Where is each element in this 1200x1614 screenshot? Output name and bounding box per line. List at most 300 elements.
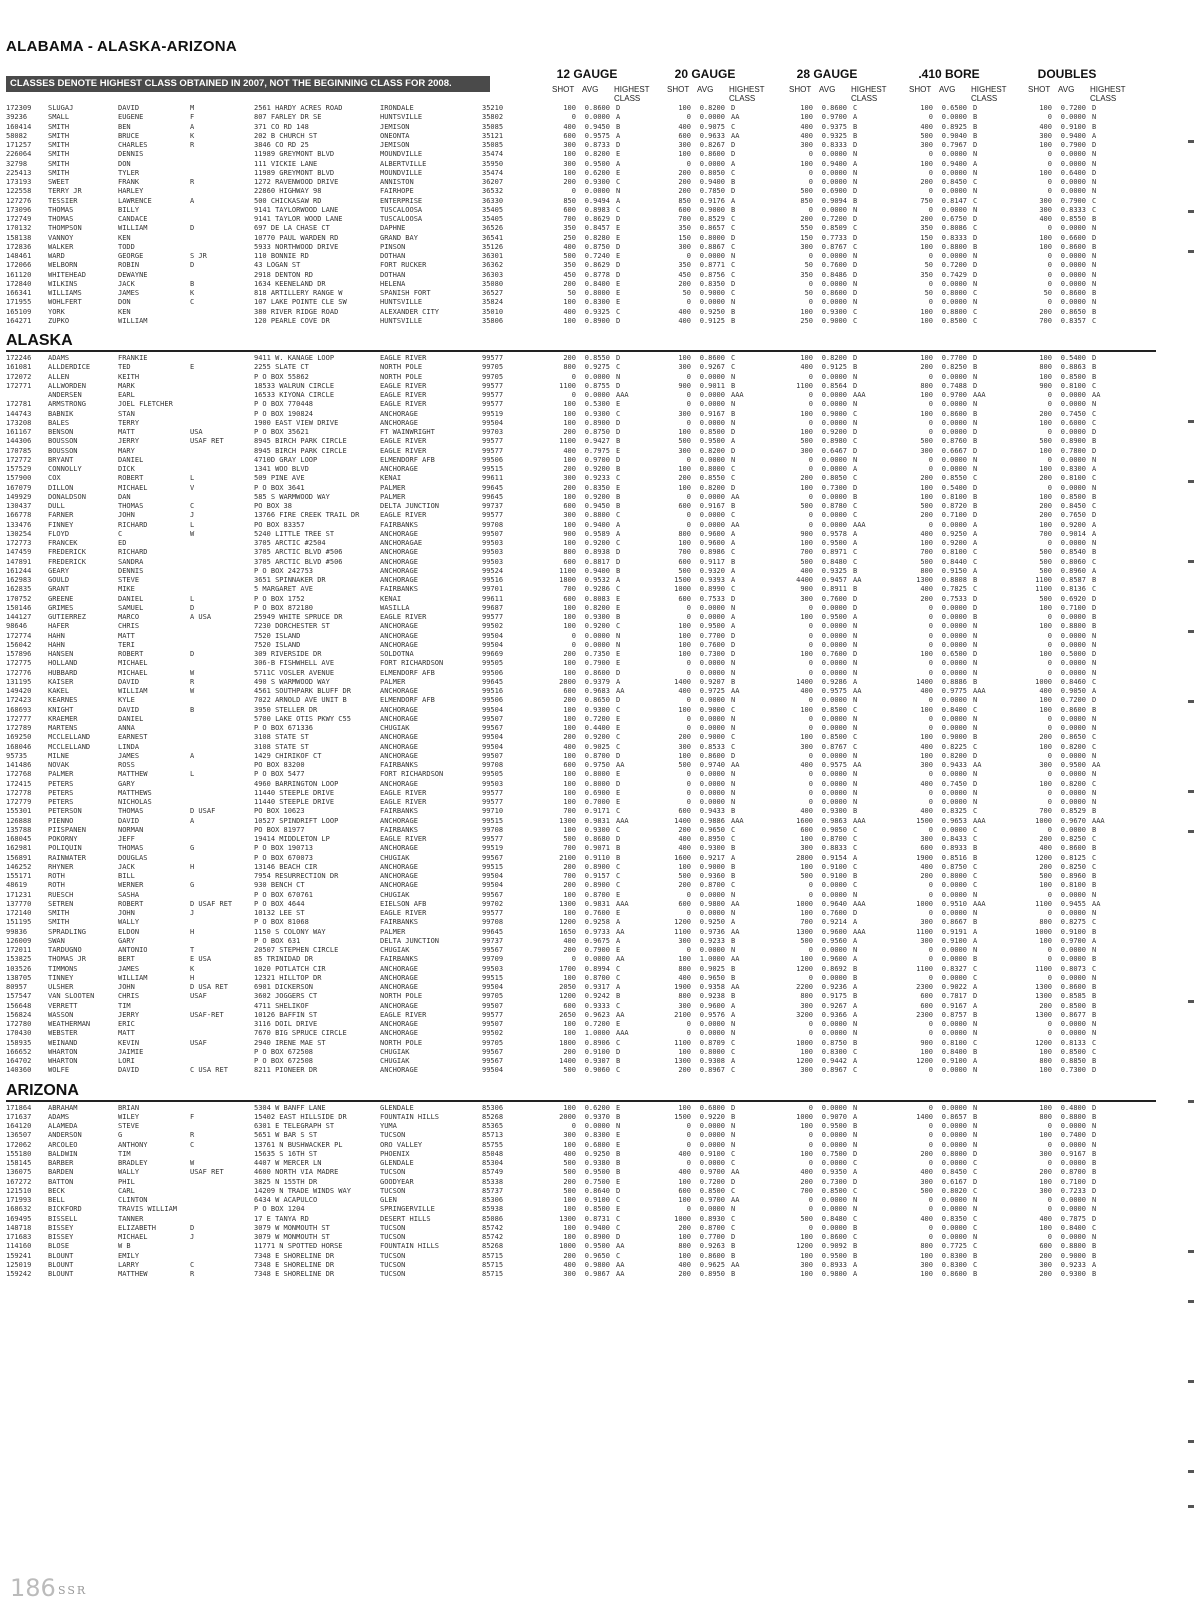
table-cell: 7954 RESURRECTION DR bbox=[254, 872, 339, 880]
table-cell: N bbox=[853, 1205, 858, 1214]
table-cell: 0.0000 bbox=[821, 1196, 847, 1204]
table-cell: N bbox=[616, 640, 621, 649]
table-row bbox=[0, 992, 1200, 1001]
table-cell: STEVE bbox=[118, 1122, 140, 1130]
table-cell: 99708 bbox=[482, 520, 504, 529]
table-cell: 0 bbox=[1047, 270, 1052, 279]
table-cell: 100 bbox=[1039, 446, 1052, 455]
table-cell: B bbox=[853, 131, 858, 140]
table-cell: 300 bbox=[800, 594, 813, 603]
column-header-shot: SHOT bbox=[789, 85, 812, 94]
table-row bbox=[0, 1196, 1200, 1205]
table-cell: 226064 bbox=[6, 150, 32, 159]
table-cell: 0.8550 bbox=[941, 474, 967, 483]
table-cell: D bbox=[616, 1186, 621, 1195]
table-cell: 99737 bbox=[482, 502, 504, 510]
table-cell: 85938 bbox=[482, 1205, 504, 1214]
table-cell: 100 bbox=[678, 1251, 691, 1260]
table-cell: C bbox=[731, 742, 736, 751]
table-cell: FREDERICK bbox=[48, 557, 86, 566]
table-cell: 36207 bbox=[482, 178, 504, 186]
table-cell: ORO VALLEY bbox=[380, 1140, 423, 1149]
table-cell: 300 bbox=[800, 242, 813, 251]
table-cell: KAKEL bbox=[48, 687, 70, 695]
table-cell: 172423 bbox=[6, 696, 32, 705]
table-cell: USAF bbox=[190, 1038, 207, 1047]
table-cell: 99502 bbox=[482, 1029, 504, 1038]
table-cell: 1000 bbox=[796, 1038, 813, 1047]
table-cell: BLOUNT bbox=[48, 1251, 74, 1260]
table-cell: EUGENE bbox=[118, 113, 144, 122]
table-cell: 100 bbox=[920, 159, 933, 168]
table-cell: P O BOX 872180 bbox=[254, 603, 314, 612]
table-cell: 0.8600 bbox=[1060, 983, 1086, 991]
table-cell: 800 bbox=[920, 381, 933, 390]
table-cell: PINSON bbox=[380, 242, 406, 251]
column-header-class: HIGHEST CLASS bbox=[1090, 85, 1126, 103]
table-cell: 99504 bbox=[482, 983, 504, 991]
table-cell: ROBERT bbox=[118, 650, 144, 658]
table-cell: 43 LOGAN ST bbox=[254, 261, 301, 270]
table-cell: E bbox=[616, 400, 621, 409]
table-cell: 0.8083 bbox=[584, 594, 610, 603]
table-cell: 0.0000 bbox=[1060, 400, 1086, 409]
table-cell: 0.7817 bbox=[941, 992, 967, 1001]
table-cell: 0.8100 bbox=[941, 1038, 967, 1047]
table-cell: 0 bbox=[928, 714, 933, 723]
table-cell: C bbox=[1092, 862, 1097, 871]
table-cell: L bbox=[190, 594, 195, 603]
table-cell: 0.9886 bbox=[699, 816, 725, 825]
table-cell: 0 bbox=[686, 1205, 691, 1214]
table-cell: 0.0000 bbox=[821, 631, 847, 640]
table-cell: 200 bbox=[678, 881, 691, 890]
table-cell: C bbox=[731, 548, 736, 557]
table-cell: 0 bbox=[1047, 483, 1052, 492]
table-cell: N bbox=[853, 372, 858, 381]
table-cell: SMITH bbox=[48, 141, 70, 149]
table-cell: 0.8100 bbox=[1060, 381, 1086, 390]
table-cell: C bbox=[973, 862, 978, 871]
table-cell: FLOYD bbox=[48, 529, 70, 538]
table-cell: 0 bbox=[686, 946, 691, 954]
table-cell: 0.0000 bbox=[941, 520, 967, 529]
table-cell: 0.0000 bbox=[1060, 798, 1086, 806]
table-cell: NORTH POLE bbox=[380, 1038, 423, 1047]
table-cell: 0.9433 bbox=[699, 807, 725, 816]
table-cell: C bbox=[973, 1186, 978, 1195]
table-cell: 10132 LEE ST bbox=[254, 909, 305, 917]
table-cell: 0 bbox=[1047, 224, 1052, 233]
table-cell: 0.8250 bbox=[1060, 862, 1086, 871]
table-cell: FOUNTAIN HILLS bbox=[380, 1112, 440, 1121]
edge-mark bbox=[1188, 1000, 1194, 1003]
table-cell: C bbox=[616, 622, 621, 631]
table-cell: 100 bbox=[563, 724, 576, 732]
table-cell: 85755 bbox=[482, 1140, 504, 1149]
table-cell: N bbox=[731, 603, 736, 612]
table-cell: 11771 N SPOTTED HORSE bbox=[254, 1242, 343, 1251]
table-cell: N bbox=[853, 724, 858, 732]
table-cell: 0 bbox=[1047, 946, 1052, 954]
table-cell: 600 bbox=[1039, 1242, 1052, 1251]
table-cell: 0.8500 bbox=[821, 705, 847, 714]
table-row bbox=[0, 178, 1200, 187]
table-cell: D bbox=[731, 187, 736, 196]
table-row bbox=[0, 206, 1200, 215]
table-cell: 0 bbox=[928, 113, 933, 122]
table-cell: A bbox=[190, 751, 195, 760]
table-cell: 100 bbox=[920, 751, 933, 760]
table-cell: LAWRENCE bbox=[118, 196, 152, 205]
table-cell: 5304 W BANFF LANE bbox=[254, 1103, 326, 1112]
table-cell: N bbox=[731, 298, 736, 307]
table-cell: 0.0000 bbox=[699, 1159, 725, 1167]
table-cell: 0.0000 bbox=[699, 668, 725, 677]
table-cell: JEFF bbox=[118, 835, 135, 843]
table-cell: 148718 bbox=[6, 1223, 32, 1232]
table-cell: C bbox=[973, 289, 978, 297]
table-cell: 0.0000 bbox=[941, 1122, 967, 1130]
table-cell: 0.9379 bbox=[584, 677, 610, 686]
table-cell: 35210 bbox=[482, 104, 504, 112]
table-cell: HAFER bbox=[48, 622, 70, 631]
table-cell: N bbox=[973, 622, 978, 631]
table-cell: K bbox=[190, 289, 195, 297]
table-cell: AA bbox=[731, 520, 740, 529]
table-cell: 0 bbox=[928, 252, 933, 260]
table-cell: S JR bbox=[190, 252, 207, 260]
table-cell: 149420 bbox=[6, 687, 32, 695]
table-cell: DON bbox=[118, 159, 131, 168]
table-cell: USA bbox=[190, 428, 203, 436]
table-row bbox=[0, 280, 1200, 289]
table-cell: B bbox=[616, 566, 621, 575]
table-cell: 1200 bbox=[1035, 1038, 1052, 1047]
table-cell: 0.7100 bbox=[1060, 603, 1086, 612]
table-cell: 0.0000 bbox=[821, 770, 847, 779]
table-cell: 100 bbox=[1039, 418, 1052, 427]
table-cell: 0.9207 bbox=[699, 677, 725, 686]
table-cell: ANCHORAGE bbox=[380, 409, 418, 418]
table-cell: 0.9500 bbox=[821, 1251, 847, 1260]
table-cell: 100 bbox=[1039, 104, 1052, 112]
table-cell: FT WAINWRIGHT bbox=[380, 428, 435, 436]
table-cell: 172776 bbox=[6, 668, 32, 677]
gauge-header-410: .410 BORE bbox=[918, 67, 980, 81]
table-cell: 100 bbox=[920, 242, 933, 251]
table-row bbox=[0, 724, 1200, 733]
table-cell: B bbox=[1092, 807, 1097, 816]
table-cell: D bbox=[853, 187, 858, 196]
table-row bbox=[0, 844, 1200, 853]
table-cell: N bbox=[973, 279, 978, 288]
table-cell: D bbox=[1092, 1177, 1097, 1186]
table-cell: 99504 bbox=[482, 742, 504, 751]
table-cell: 100 bbox=[563, 705, 576, 714]
table-cell: 99577 bbox=[482, 381, 504, 390]
table-cell: C bbox=[853, 835, 858, 843]
table-cell: DULL bbox=[48, 502, 65, 510]
table-cell: 85304 bbox=[482, 1159, 504, 1167]
table-cell: 100 bbox=[678, 1177, 691, 1186]
table-cell: 0 bbox=[1047, 428, 1052, 436]
table-cell: B bbox=[973, 844, 978, 853]
table-cell: SWEET bbox=[48, 178, 70, 186]
table-row bbox=[0, 132, 1200, 141]
table-cell: 0.9317 bbox=[584, 983, 610, 991]
table-cell: 0.0000 bbox=[941, 150, 967, 159]
table-cell: PALMER bbox=[380, 927, 406, 936]
table-cell: P O BOX 670761 bbox=[254, 890, 314, 899]
table-cell: 100 bbox=[920, 409, 933, 418]
column-header-avg: AVG bbox=[582, 85, 599, 94]
table-cell: 100 bbox=[1039, 936, 1052, 945]
table-cell: 99645 bbox=[482, 927, 504, 936]
table-cell: 0.0000 bbox=[699, 798, 725, 806]
table-cell: 0.0000 bbox=[1060, 724, 1086, 732]
table-cell: PETERS bbox=[48, 798, 74, 806]
table-cell: 800 bbox=[800, 992, 813, 1001]
table-cell: C bbox=[731, 474, 736, 483]
table-cell: 0 bbox=[808, 1196, 813, 1204]
table-row bbox=[0, 632, 1200, 641]
table-cell: 0 bbox=[928, 465, 933, 473]
table-cell: 100 bbox=[1039, 465, 1052, 473]
table-cell: 400 bbox=[563, 1260, 576, 1269]
table-cell: D bbox=[616, 141, 621, 149]
table-cell: 1900 bbox=[674, 983, 691, 991]
table-cell: 0 bbox=[808, 973, 813, 982]
table-cell: 200 bbox=[563, 279, 576, 288]
table-cell: 0.9575 bbox=[821, 761, 847, 769]
table-cell: DILLON bbox=[48, 483, 74, 492]
table-cell: N bbox=[853, 1196, 858, 1204]
table-cell: 0.0000 bbox=[941, 1223, 967, 1232]
table-cell: 50 bbox=[804, 261, 813, 270]
table-cell: AA bbox=[731, 492, 740, 501]
table-cell: D bbox=[731, 483, 736, 492]
table-cell: C bbox=[973, 872, 978, 880]
table-cell: C bbox=[853, 1047, 858, 1056]
table-cell: GLENDALE bbox=[380, 1159, 414, 1167]
table-cell: C bbox=[616, 881, 621, 890]
table-cell: B bbox=[973, 1270, 978, 1278]
table-cell: 0.0000 bbox=[941, 668, 967, 677]
table-cell: B bbox=[1092, 242, 1097, 251]
table-cell: 172246 bbox=[6, 354, 32, 362]
table-cell: 0.9100 bbox=[941, 1057, 967, 1065]
table-cell: 0 bbox=[928, 668, 933, 677]
table-cell: 0.7825 bbox=[941, 585, 967, 594]
table-cell: 99577 bbox=[482, 391, 504, 399]
table-cell: D bbox=[1092, 233, 1097, 242]
table-cell: 0.8680 bbox=[584, 835, 610, 843]
table-cell: 36330 bbox=[482, 196, 504, 205]
table-cell: W bbox=[190, 529, 195, 538]
table-cell: 0.0000 bbox=[941, 881, 967, 890]
table-cell: 400 bbox=[800, 1168, 813, 1177]
table-cell: 15402 EAST HILLSIDE DR bbox=[254, 1112, 347, 1121]
table-cell: N bbox=[853, 1020, 858, 1028]
table-cell: 0.0000 bbox=[1060, 973, 1086, 982]
table-cell: 0.0000 bbox=[821, 279, 847, 288]
table-cell: B bbox=[973, 1112, 978, 1121]
table-cell: 300 bbox=[678, 242, 691, 251]
table-cell: 0.0000 bbox=[584, 1122, 610, 1130]
table-cell: 0.8000 bbox=[699, 233, 725, 242]
table-cell: 0.0000 bbox=[941, 1131, 967, 1140]
table-cell: 99504 bbox=[482, 631, 504, 640]
table-cell: 1300 bbox=[1035, 1010, 1052, 1019]
table-cell: 0.9000 bbox=[699, 289, 725, 297]
table-cell: 0.0000 bbox=[699, 714, 725, 723]
table-cell: 100 bbox=[678, 622, 691, 631]
table-cell: 0 bbox=[686, 714, 691, 723]
table-cell: 250 bbox=[800, 316, 813, 325]
table-cell: 0 bbox=[928, 909, 933, 917]
table-cell: THOMAS bbox=[48, 215, 74, 223]
table-cell: N bbox=[973, 465, 978, 473]
table-cell: C bbox=[973, 1038, 978, 1047]
table-cell: 0.0000 bbox=[1060, 391, 1086, 399]
edge-mark bbox=[1188, 250, 1194, 253]
table-cell: B bbox=[731, 992, 736, 1001]
table-cell: 100 bbox=[563, 770, 576, 779]
table-cell: AA bbox=[1092, 761, 1101, 769]
table-cell: 0.9200 bbox=[584, 539, 610, 547]
table-cell: SETREN bbox=[48, 899, 74, 908]
table-cell: WEATHERMAN bbox=[48, 1020, 91, 1028]
table-cell: 0 bbox=[928, 1159, 933, 1167]
table-cell: 2100 bbox=[674, 1010, 691, 1019]
table-cell: 0.8250 bbox=[1060, 835, 1086, 843]
table-row bbox=[0, 261, 1200, 270]
table-cell: B bbox=[1092, 1001, 1097, 1010]
table-cell: 144306 bbox=[6, 437, 32, 446]
table-cell: 0.8550 bbox=[699, 474, 725, 483]
table-cell: B bbox=[1092, 1149, 1097, 1158]
table-cell: N bbox=[1092, 279, 1097, 288]
table-cell: RAINWATER bbox=[48, 853, 86, 862]
table-cell: B bbox=[731, 844, 736, 853]
table-cell: 0 bbox=[808, 798, 813, 806]
table-cell: 1650 bbox=[559, 927, 576, 936]
table-cell: 700 bbox=[678, 215, 691, 223]
table-cell: 1300 bbox=[916, 576, 933, 584]
table-cell: 0.8600 bbox=[584, 104, 610, 112]
table-cell: 100 bbox=[920, 705, 933, 714]
table-cell: 36526 bbox=[482, 224, 504, 233]
table-cell: C bbox=[853, 1233, 858, 1241]
table-cell: B bbox=[853, 122, 858, 131]
table-cell: D bbox=[853, 1177, 858, 1186]
table-cell: 100 bbox=[800, 862, 813, 871]
table-cell: 0 bbox=[686, 770, 691, 779]
table-cell: D bbox=[616, 668, 621, 677]
table-cell: 300 bbox=[678, 363, 691, 372]
table-cell: 0.8925 bbox=[941, 122, 967, 131]
table-cell: 0 bbox=[1047, 1020, 1052, 1028]
table-cell: 400 bbox=[678, 316, 691, 325]
table-cell: 100 bbox=[800, 955, 813, 964]
table-cell: EAGLE RIVER bbox=[380, 613, 427, 621]
table-cell: 13761 N BUSHWACKER PL bbox=[254, 1140, 343, 1149]
table-cell: B bbox=[973, 853, 978, 862]
table-cell: 0.8000 bbox=[699, 1047, 725, 1056]
table-cell: 0.0000 bbox=[821, 622, 847, 631]
table-cell: 99504 bbox=[482, 1066, 504, 1075]
table-cell: DANIEL bbox=[118, 594, 144, 603]
table-cell: 0.8600 bbox=[821, 104, 847, 112]
table-cell: 0 bbox=[808, 1020, 813, 1028]
table-cell: 0.0000 bbox=[941, 613, 967, 621]
table-cell: 0 bbox=[808, 668, 813, 677]
section-rule bbox=[6, 350, 1156, 352]
table-cell: E bbox=[616, 279, 621, 288]
table-cell: 99708 bbox=[482, 918, 504, 927]
table-cell: 2200 bbox=[796, 983, 813, 991]
table-cell: 171955 bbox=[6, 298, 32, 307]
table-cell: 157896 bbox=[6, 650, 32, 658]
table-cell: 0.0000 bbox=[1060, 1020, 1086, 1028]
table-cell: FRANCEK bbox=[48, 539, 78, 547]
table-cell: 0.0000 bbox=[584, 187, 610, 196]
table-cell: 0.8100 bbox=[1060, 881, 1086, 890]
table-cell: LARRY bbox=[118, 1260, 140, 1269]
table-cell: 0.8850 bbox=[1060, 1057, 1086, 1065]
table-cell: F bbox=[190, 113, 195, 122]
table-cell: 0.0000 bbox=[821, 1205, 847, 1214]
table-cell: N bbox=[853, 640, 858, 649]
table-cell: C bbox=[616, 205, 621, 214]
table-cell: 0.9736 bbox=[699, 927, 725, 936]
table-cell: 800 bbox=[1039, 363, 1052, 372]
table-cell: 100 bbox=[678, 1103, 691, 1112]
table-cell: 100 bbox=[800, 1270, 813, 1278]
table-cell: 100 bbox=[563, 1196, 576, 1204]
table-cell: C bbox=[853, 825, 858, 834]
table-cell: 200 bbox=[563, 1047, 576, 1056]
table-row bbox=[0, 909, 1200, 918]
table-cell: 0.0000 bbox=[1060, 1029, 1086, 1038]
table-cell: 0.9167 bbox=[699, 409, 725, 418]
table-cell: 1300 bbox=[559, 816, 576, 825]
table-cell: 400 bbox=[563, 307, 576, 316]
table-cell: 36527 bbox=[482, 289, 504, 297]
table-cell: ANDERSON bbox=[48, 1131, 82, 1140]
table-row bbox=[0, 1205, 1200, 1214]
table-cell: 400 bbox=[678, 835, 691, 843]
table-cell: HUBBARD bbox=[48, 668, 78, 677]
table-cell: 0 bbox=[928, 659, 933, 668]
table-cell: 0.6467 bbox=[821, 446, 847, 455]
table-cell: A bbox=[731, 918, 736, 927]
table-cell: ANCHORAGE bbox=[380, 576, 418, 584]
table-cell: 0.0000 bbox=[821, 640, 847, 649]
table-cell: 0.0000 bbox=[1060, 955, 1086, 964]
table-cell: 0.8750 bbox=[584, 242, 610, 251]
table-cell: 157900 bbox=[6, 474, 32, 483]
table-cell: DOTHAN bbox=[380, 270, 406, 279]
table-cell: N bbox=[853, 798, 858, 806]
table-cell: 172415 bbox=[6, 779, 32, 788]
table-cell: 600 bbox=[800, 825, 813, 834]
table-cell: D bbox=[973, 594, 978, 603]
table-cell: 0.9300 bbox=[584, 409, 610, 418]
table-cell: 0.6750 bbox=[941, 215, 967, 223]
table-cell: D bbox=[973, 270, 978, 279]
